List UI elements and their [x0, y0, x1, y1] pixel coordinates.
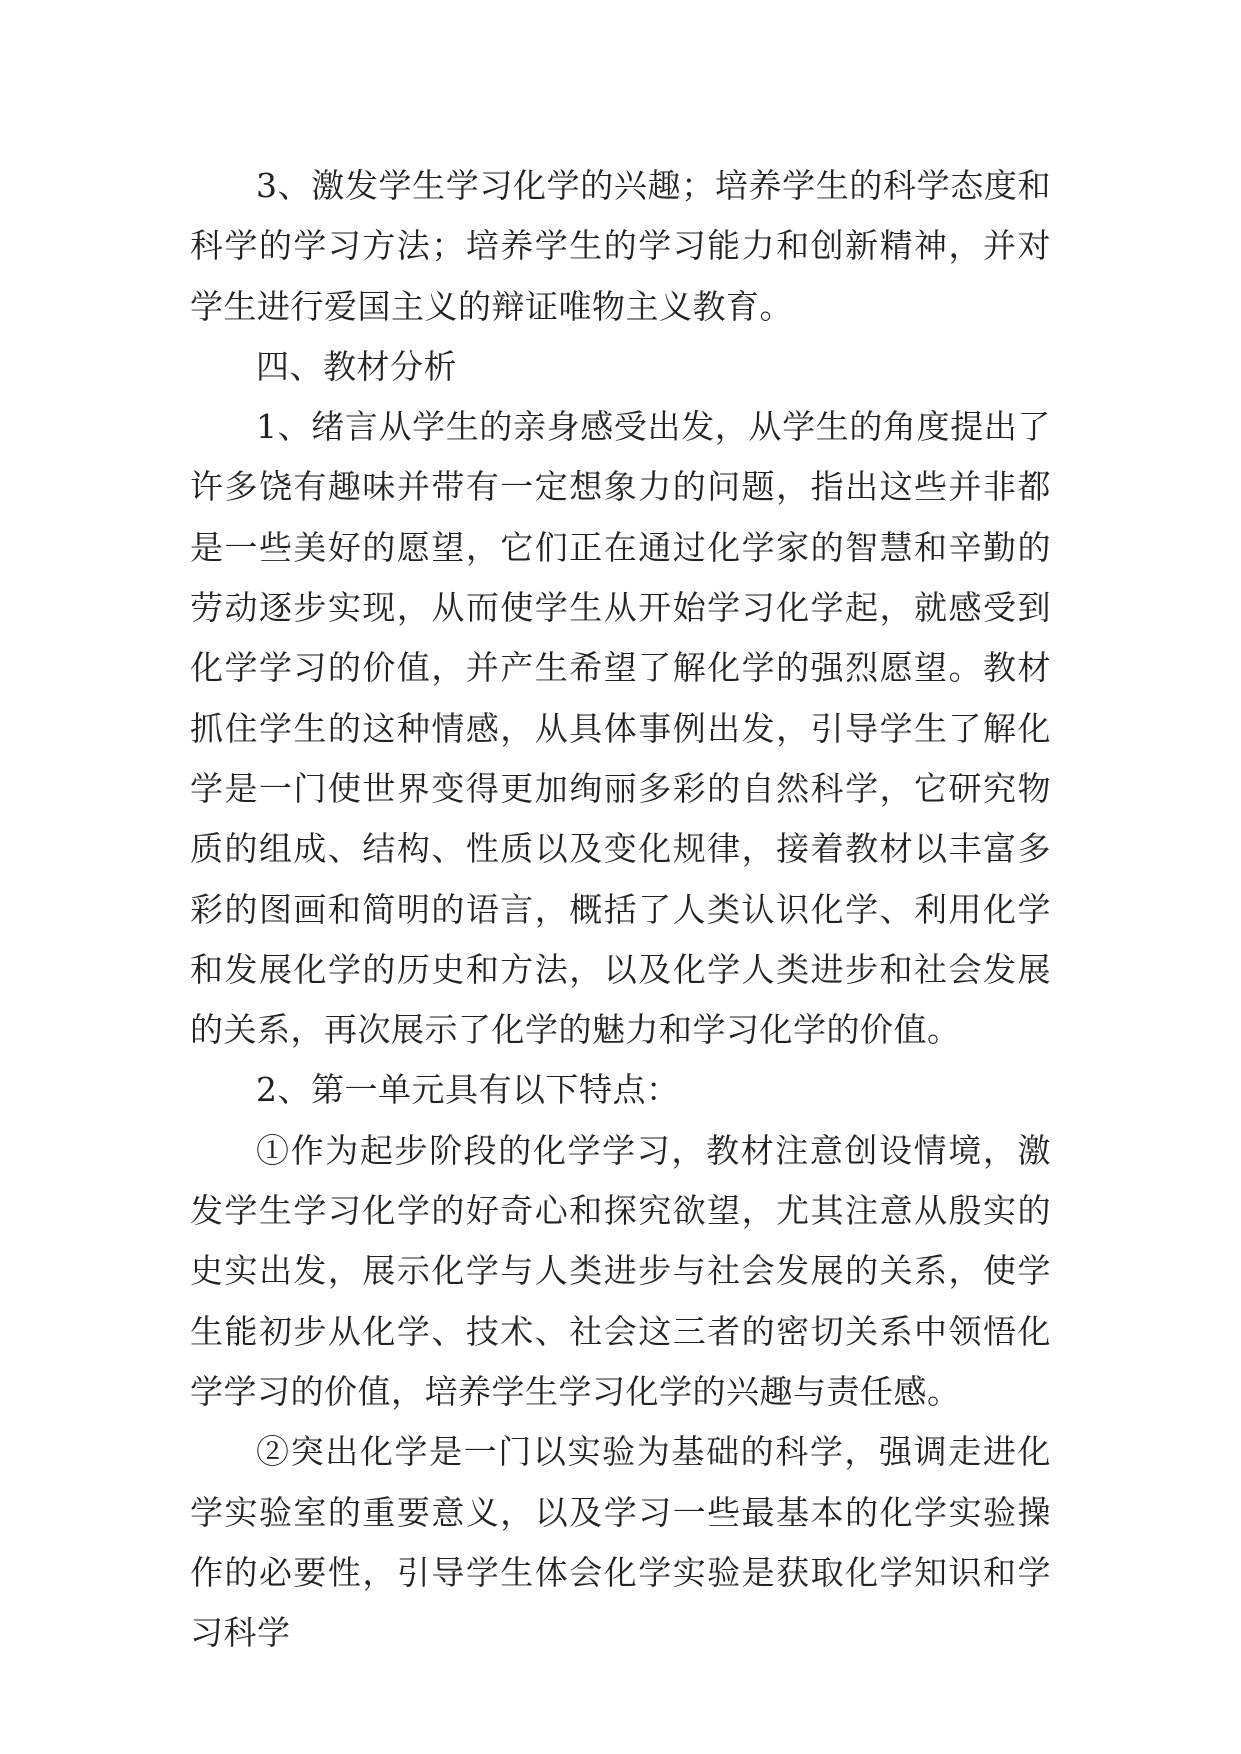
paragraph-analysis-1: 1、绪言从学生的亲身感受出发，从学生的角度提出了许多饶有趣味并带有一定想象力的问题，指出这些并非都是一些美好的愿望，它们正在通过化学家的智慧和辛勤的劳动逐步实现，从而使学生从开始学习化学起，就感受到化学学习的价值，并产生希望了解化学的强烈愿望。教材抓住学生的这种情感，从具体事例出发，引导学生了解化学是一门使世界变得更加绚丽多彩的自然科学，它研究物质的组成、结构、性质以及变化规律，接着教材以丰富多彩的图画和简明的语言，概括了人类认识化学、利用化学和发展化学的历史和方法，以及化学人类进步和社会发展的关系，再次展示了化学的魅力和学习化学的价值。: [190, 407, 1051, 1050]
paragraph-objective-3: 3、激发学生学习化学的兴趣；培养学生的科学态度和科学的学习方法；培养学生的学习能力和创新精神，并对学生进行爱国主义的辩证唯物主义教育。: [190, 166, 1051, 326]
paragraph-analysis-2-intro: 2、第一单元具有以下特点：: [256, 1070, 680, 1110]
section-heading-textbook-analysis: 四、教材分析: [256, 346, 457, 386]
paragraph-feature-2: ②突出化学是一门以实验为基础的科学，强调走进化学实验室的重要意义，以及学习一些最基本的化学实验操作的必要性，引导学生体会化学实验是获取化学知识和学习科学: [190, 1432, 1051, 1653]
document-body: [190, 156, 1051, 1663]
paragraph-feature-1: ①作为起步阶段的化学学习，教材注意创设情境，激发学生学习化学的好奇心和探究欲望，尤其注意从殷实的史实出发，展示化学与人类进步与社会发展的关系，使学生能初步从化学、技术、社会这三者的密切关系中领悟化学学习的价值，培养学生学习化学的兴趣与责任感。: [190, 1130, 1051, 1411]
